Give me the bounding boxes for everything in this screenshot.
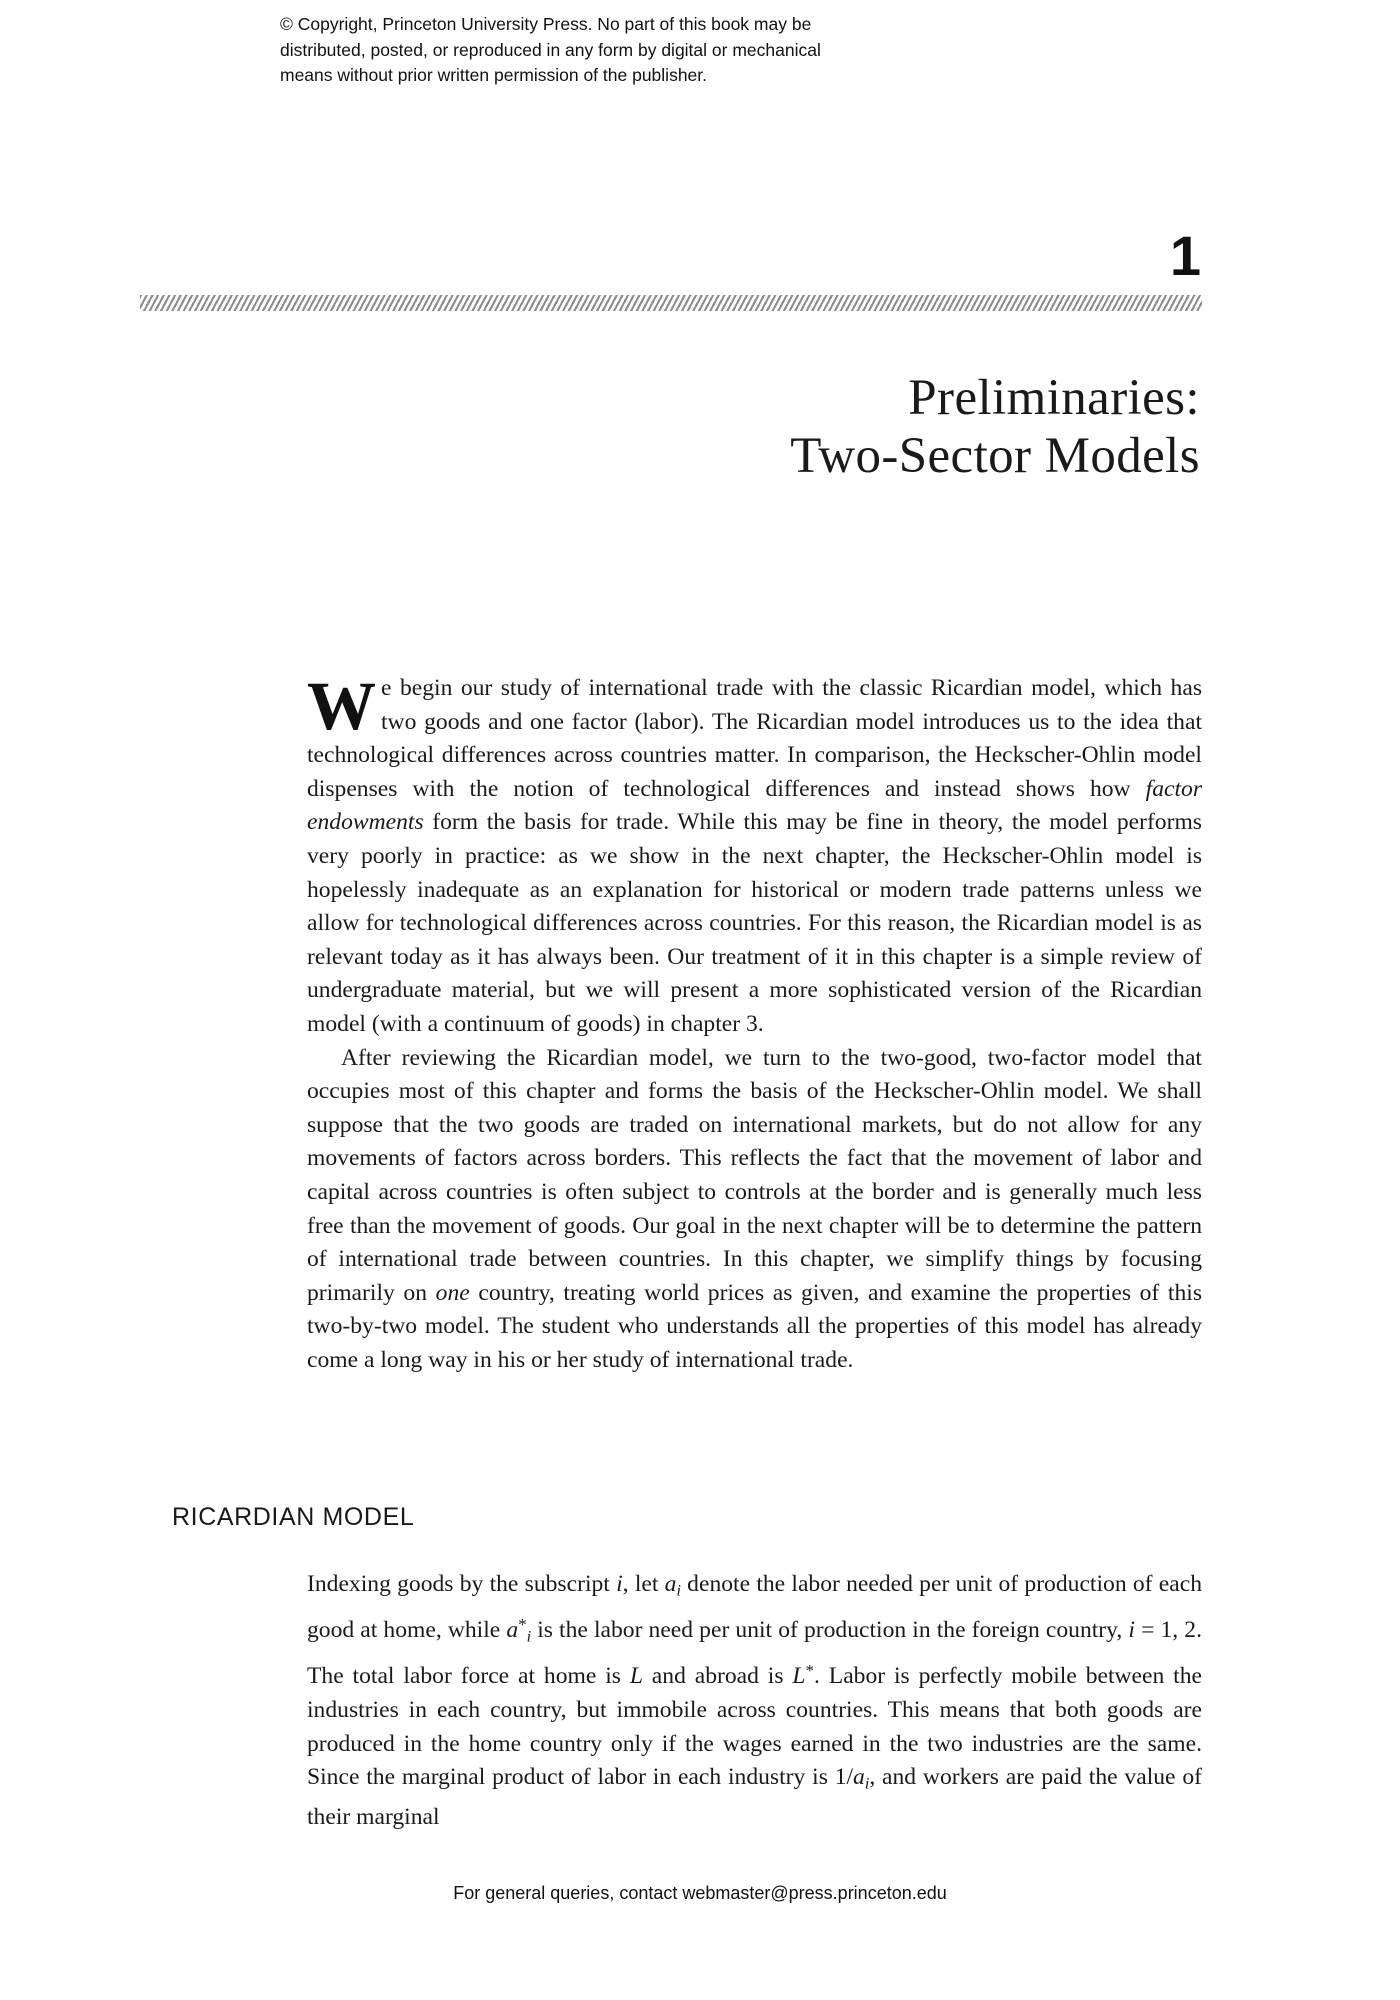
paragraph-intro bbox=[307, 668, 1202, 1042]
math-var-a-star: a bbox=[506, 1617, 519, 1644]
math-var-i: i bbox=[616, 1571, 623, 1597]
math-subscript-i: i bbox=[676, 1582, 681, 1600]
paragraph-after-reviewing-text-b: country, treating world prices as given, and examine the properties of this two-by-two model. The student who understands all the properties of this model has already come a long way in his or her study of international trade. bbox=[307, 1279, 1202, 1373]
math-var-i-2: i bbox=[1128, 1617, 1135, 1644]
text-seg-6: and abroad is bbox=[642, 1663, 793, 1690]
math-var-a-3: a bbox=[853, 1764, 865, 1791]
paragraph-indexing-goods bbox=[307, 1568, 1202, 1835]
math-expr-a-sub-i bbox=[664, 1571, 681, 1600]
paragraph-intro-text-b: form the basis for trade. While this may be fine in theory, the model performs very poorly in practice: as we show in the next chapter, the Heckscher-Ohlin model is hopelessly inadequate as an explanation for historical or modern trade patterns unless we allow for technological differences across countries. For this reason, the Ricardian model is as relevant today as it has always been. Our treatment of it in this chapter is a simple review of undergraduate material, but we will present a more sophisticated version of the Ricardian model (with a continuum of goods) in chapter 3. bbox=[307, 809, 1202, 1037]
math-expr-a-sub-i-3 bbox=[853, 1764, 870, 1793]
copyright-line-3: means without prior written permission of the publisher. bbox=[280, 65, 708, 85]
text-seg-8: , and workers are paid the value of their marginal bbox=[307, 1764, 1202, 1831]
math-subscript-i-2: i bbox=[526, 1628, 532, 1646]
emphasis-one: one bbox=[435, 1279, 470, 1306]
section-heading-ricardian-model: RICARDIAN MODEL bbox=[172, 1503, 415, 1531]
chapter-title-line-2: Two-Sector Models bbox=[790, 428, 1200, 485]
emphasis-factor-endowments: factor endowments bbox=[307, 775, 1202, 836]
paragraph-after-reviewing-text-a: After reviewing the Ricardian model, we turn to the two-good, two-factor model that occupies most of this chapter and forms the basis of the Heckscher-Ohlin model. We shall suppose that the two goods are traded on international markets, but do not allow for any movements of factors across borders. This reflects the fact that the movement of labor and capital across countries is often subject to controls at the border and is generally much less free than the movement of goods. Our goal in the next chapter will be to determine the pattern of international trade between countries. In this chapter, we simplify things by focusing primarily on bbox=[307, 1044, 1202, 1306]
math-superscript-asterisk: * bbox=[518, 1615, 527, 1635]
text-seg-5: = 1, 2. The total labor force at home is bbox=[307, 1617, 1202, 1690]
math-var-a: a bbox=[664, 1571, 677, 1597]
math-var-L: L bbox=[629, 1663, 643, 1690]
math-expr-a-star-sub-i bbox=[506, 1615, 532, 1646]
chapter-number: 1 bbox=[1169, 224, 1200, 287]
page-title bbox=[380, 369, 1200, 485]
chapter-title-line-1: Preliminaries: bbox=[908, 370, 1200, 427]
paragraph-intro-text-a: e begin our study of international trade with the classic Ricardian model, which has two goods and one factor (labor). The Ricardian model introduces us to the idea that technological differences across countries matter. In comparison, the Heckscher-Ohlin model dispenses with the notion of technological differences and instead shows how bbox=[307, 675, 1202, 802]
ricardian-body-column bbox=[307, 1568, 1202, 1835]
math-expr-L-star bbox=[792, 1663, 814, 1689]
page-footer: For general queries, contact webmaster@press.princeton.edu bbox=[453, 1883, 947, 1903]
text-seg-2: , let bbox=[622, 1571, 665, 1597]
text-seg-7: . Labor is perfectly mobile between the industries in each country, but immobile across countries. This means that both goods are produced in the home country only if the wages earned in the two industries are the same. Since the marginal product of labor in each industry is 1/ bbox=[307, 1663, 1202, 1791]
paragraph-after-reviewing bbox=[307, 1042, 1202, 1378]
math-superscript-asterisk-2: * bbox=[805, 1661, 815, 1681]
math-var-L-2: L bbox=[792, 1663, 806, 1690]
copyright-line-2: distributed, posted, or reproduced in any form by digital or mechanical bbox=[280, 39, 821, 60]
drop-cap: W bbox=[307, 668, 376, 744]
copyright-notice bbox=[280, 12, 860, 89]
math-subscript-i-3: i bbox=[864, 1775, 870, 1793]
intro-body-column bbox=[307, 668, 1202, 1377]
copyright-line-1: © Copyright, Princeton University Press. No part of this book may be bbox=[280, 14, 812, 34]
chapter-divider-rule bbox=[140, 295, 1202, 311]
text-seg-3: denote the labor needed per unit of production of each good at home, while bbox=[307, 1571, 1202, 1644]
text-seg-4: is the labor need per unit of production in the foreign country, bbox=[531, 1617, 1129, 1644]
text-seg-1: Indexing goods by the subscript bbox=[307, 1571, 617, 1597]
